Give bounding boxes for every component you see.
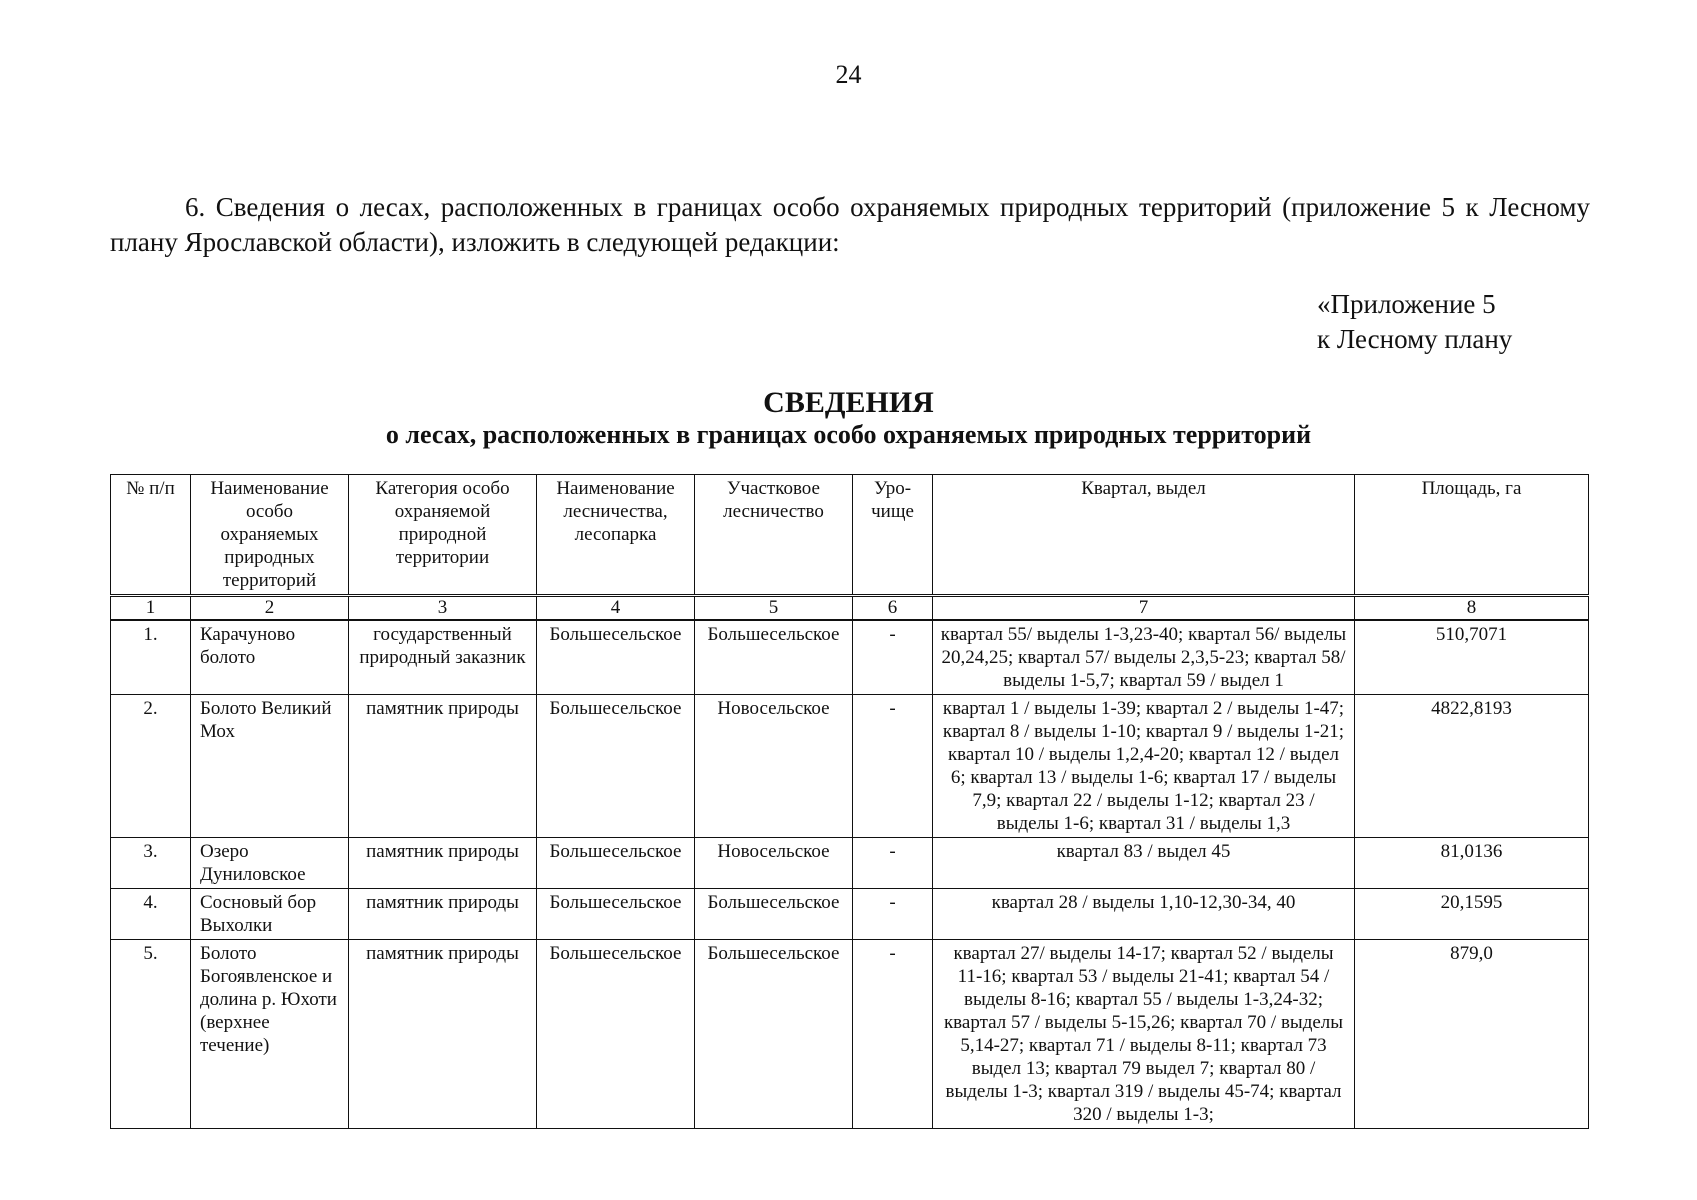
- tract: -: [853, 940, 933, 1129]
- area-category: памятник природы: [349, 889, 537, 940]
- tract: -: [853, 695, 933, 838]
- header-cell: Наименование лесничества, лесопарка: [537, 475, 695, 596]
- area-ha: 510,7071: [1355, 620, 1589, 695]
- quarter-allotment: квартал 28 / выделы 1,10-12,30-34, 40: [933, 889, 1355, 940]
- table-row: [111, 838, 1589, 889]
- table-row: [111, 889, 1589, 940]
- row-number: 4.: [111, 889, 191, 940]
- district-forestry: Большесельское: [695, 620, 853, 695]
- quarter-allotment: квартал 27/ выделы 14-17; квартал 52 / выделы 11-16; квартал 53 / выделы 21-41; квартал 54 / выделы 8-16; квартал 55 / выделы 1-3,24-32; квартал 57 / выделы 5-15,26; квартал 70 / выделы 5,14-27; квартал 71 / выделы 8-11; квартал 73 выдел 13; квартал 79 выдел 7; квартал 80 / выделы 1-3; квартал 319 / выделы 45-74; квартал 320 / выделы 1-3;: [933, 940, 1355, 1129]
- column-number: 7: [933, 596, 1355, 621]
- appendix-line-2: к Лесному плану: [1317, 324, 1513, 354]
- column-number: 8: [1355, 596, 1589, 621]
- forestry-name: Большесельское: [537, 940, 695, 1129]
- area-ha: 81,0136: [1355, 838, 1589, 889]
- appendix-line-1: «Приложение 5: [1317, 289, 1496, 319]
- header-row: [111, 475, 1589, 596]
- forestry-name: Большесельское: [537, 695, 695, 838]
- area-name: Сосновый бор Выхолки: [191, 889, 349, 940]
- area-category: памятник природы: [349, 695, 537, 838]
- area-ha: 4822,8193: [1355, 695, 1589, 838]
- area-name: Болото Богоявленское и долина р. Юхоти (верхнее течение): [191, 940, 349, 1129]
- header-cell: Участковое лесничество: [695, 475, 853, 596]
- table-row: [111, 620, 1589, 695]
- quarter-allotment: квартал 83 / выдел 45: [933, 838, 1355, 889]
- forestry-name: Большесельское: [537, 838, 695, 889]
- forestry-name: Большесельское: [537, 889, 695, 940]
- table-row: [111, 695, 1589, 838]
- header-cell: № п/п: [111, 475, 191, 596]
- area-category: памятник природы: [349, 838, 537, 889]
- table-row: [111, 940, 1589, 1129]
- header-cell: Наименование особо охраняемых природных территорий: [191, 475, 349, 596]
- district-forestry: Большесельское: [695, 940, 853, 1129]
- forestry-name: Большесельское: [537, 620, 695, 695]
- area-name: Озеро Дуниловское: [191, 838, 349, 889]
- row-number: 1.: [111, 620, 191, 695]
- column-number-row: [111, 596, 1589, 621]
- area-name: Болото Великий Мох: [191, 695, 349, 838]
- column-number: 3: [349, 596, 537, 621]
- area-category: государственный природный заказник: [349, 620, 537, 695]
- column-number: 4: [537, 596, 695, 621]
- appendix-reference: [1317, 287, 1512, 357]
- district-forestry: Новосельское: [695, 838, 853, 889]
- district-forestry: Большесельское: [695, 889, 853, 940]
- tract: -: [853, 889, 933, 940]
- area-category: памятник природы: [349, 940, 537, 1129]
- page-number: 24: [835, 60, 862, 89]
- area-name: Карачуново болото: [191, 620, 349, 695]
- column-number: 5: [695, 596, 853, 621]
- document-title: СВЕДЕНИЯ: [763, 386, 934, 419]
- area-ha: 879,0: [1355, 940, 1589, 1129]
- header-cell: Площадь, га: [1355, 475, 1589, 596]
- header-cell: Уро-чище: [853, 475, 933, 596]
- protected-areas-table: [110, 474, 1589, 1129]
- row-number: 5.: [111, 940, 191, 1129]
- intro-paragraph: 6. Сведения о лесах, расположенных в границах особо охраняемых природных территорий (приложение 5 к Лесному плану Ярославской области), изложить в следующей редакции:: [110, 192, 1590, 257]
- row-number: 2.: [111, 695, 191, 838]
- quarter-allotment: квартал 1 / выделы 1-39; квартал 2 / выделы 1-47; квартал 8 / выделы 1-10; квартал 9 / выделы 1-21; квартал 10 / выделы 1,2,4-20; квартал 12 / выдел 6; квартал 13 / выделы 1-6; квартал 17 / выделы 7,9; квартал 22 / выделы 1-12; квартал 23 / выделы 1-6; квартал 31 / выделы 1,3: [933, 695, 1355, 838]
- column-number: 6: [853, 596, 933, 621]
- tract: -: [853, 838, 933, 889]
- quarter-allotment: квартал 55/ выделы 1-3,23-40; квартал 56/ выделы 20,24,25; квартал 57/ выделы 2,3,5-23; квартал 58/ выделы 1-5,7; квартал 59 / выдел 1: [933, 620, 1355, 695]
- header-cell: Квартал, выдел: [933, 475, 1355, 596]
- column-number: 1: [111, 596, 191, 621]
- document-subtitle: о лесах, расположенных в границах особо охраняемых природных территорий: [385, 420, 1312, 449]
- row-number: 3.: [111, 838, 191, 889]
- area-ha: 20,1595: [1355, 889, 1589, 940]
- header-cell: Категория особо охраняемой природной территории: [349, 475, 537, 596]
- tract: -: [853, 620, 933, 695]
- district-forestry: Новосельское: [695, 695, 853, 838]
- column-number: 2: [191, 596, 349, 621]
